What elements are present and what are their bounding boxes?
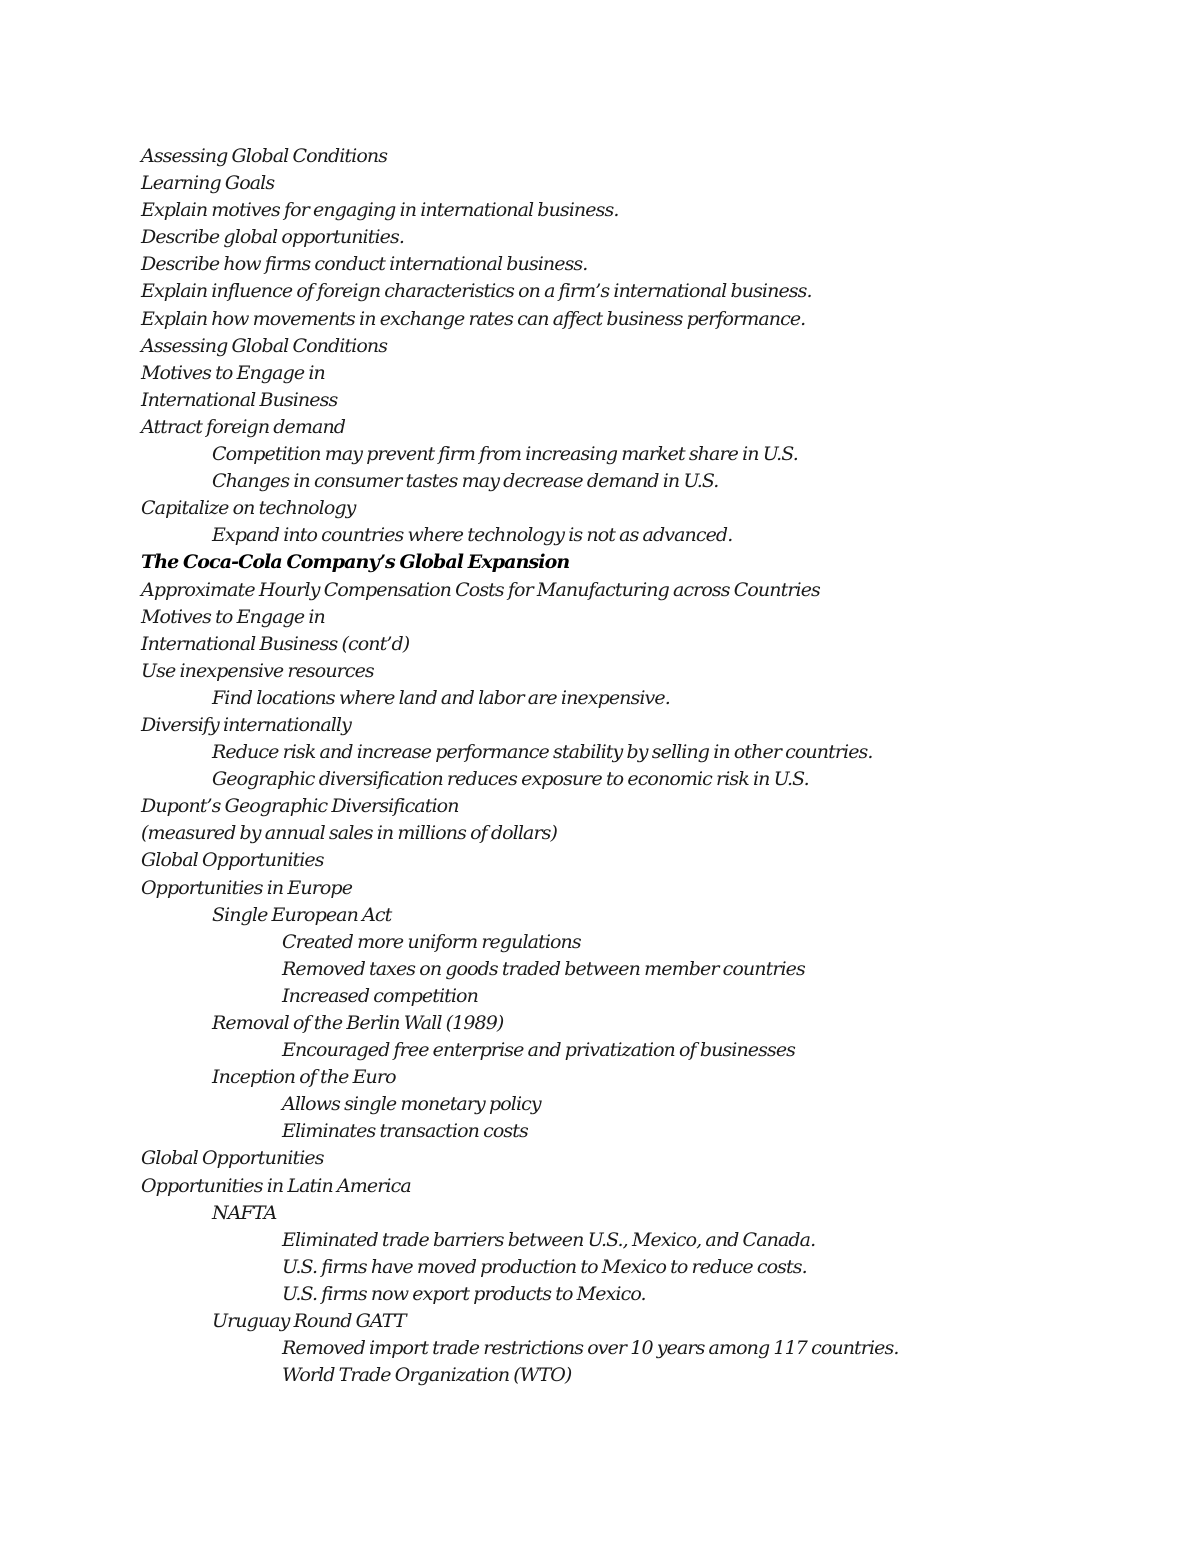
- outline-subline: Created more uniform regulations: [282, 930, 581, 953]
- outline-subline: Competition may prevent firm from increasing market share in U.S.: [212, 443, 798, 466]
- outline-line: Diversify internationally: [141, 713, 351, 736]
- outline-line: Opportunities in Latin America: [141, 1174, 411, 1197]
- outline-line: Capitalize on technology: [141, 497, 356, 520]
- outline-subline: Removal of the Berlin Wall (1989): [212, 1012, 504, 1034]
- outline-line: Global Opportunities: [141, 849, 324, 872]
- outline-line: Describe how firms conduct international business.: [141, 253, 588, 276]
- outline-subline: NAFTA: [212, 1201, 277, 1224]
- outline-line: Assessing Global Conditions: [141, 145, 388, 167]
- outline-line: Explain influence of foreign characteristics on a firm’s international business.: [141, 280, 812, 303]
- outline-line: Describe global opportunities.: [141, 226, 404, 249]
- outline-subline: Removed import trade restrictions over 10 years among 117 countries.: [282, 1337, 899, 1360]
- outline-line: International Business: [141, 388, 338, 411]
- outline-line: Learning Goals: [141, 172, 275, 195]
- heading-line: The Coca-Cola Company’s Global Expansion: [141, 551, 570, 574]
- outline-subline: Eliminates transaction costs: [282, 1120, 528, 1143]
- outline-subline: Increased competition: [282, 984, 478, 1007]
- outline-line: Opportunities in Europe: [141, 876, 353, 899]
- outline-line: (measured by annual sales in millions of dollars): [141, 822, 558, 845]
- outline-line: Explain motives for engaging in international business.: [141, 199, 619, 222]
- outline-subline: World Trade Organization (WTO): [282, 1364, 572, 1387]
- outline-subline: Changes in consumer tastes may decrease demand in U.S.: [212, 470, 719, 493]
- document-body: [141, 143, 1141, 1389]
- outline-line: Attract foreign demand: [141, 415, 346, 438]
- outline-line: Approximate Hourly Compensation Costs for Manufacturing across Countries: [141, 578, 820, 601]
- outline-line: Use inexpensive resources: [141, 659, 374, 682]
- outline-subline: Removed taxes on goods traded between member countries: [282, 957, 805, 980]
- outline-subline: Expand into countries where technology is not as advanced.: [212, 524, 733, 547]
- outline-line: International Business (cont’d): [141, 632, 410, 655]
- outline-subline: Inception of the Euro: [212, 1066, 396, 1089]
- outline-line: Explain how movements in exchange rates can affect business performance.: [141, 307, 806, 330]
- outline-subline: Uruguay Round GATT: [212, 1310, 406, 1333]
- outline-subline: Allows single monetary policy: [282, 1093, 541, 1116]
- outline-subline: U.S. firms now export products to Mexico.: [282, 1282, 646, 1305]
- outline-subline: Geographic diversification reduces exposure to economic risk in U.S.: [212, 768, 809, 791]
- outline-line: Assessing Global Conditions: [141, 334, 388, 357]
- outline-subline: Encouraged free enterprise and privatization of businesses: [282, 1039, 796, 1062]
- outline-subline: Eliminated trade barriers between U.S., Mexico, and Canada.: [282, 1228, 816, 1251]
- outline-subline: U.S. firms have moved production to Mexico to reduce costs.: [282, 1255, 807, 1278]
- outline-subline: Single European Act: [212, 903, 392, 926]
- outline-subline: Find locations where land and labor are inexpensive.: [212, 686, 670, 709]
- outline-line: Global Opportunities: [141, 1147, 324, 1170]
- outline-line: Motives to Engage in: [141, 361, 325, 384]
- outline-line: Motives to Engage in: [141, 605, 325, 628]
- outline-subline: Reduce risk and increase performance stability by selling in other countries.: [212, 741, 873, 764]
- outline-line: Dupont’s Geographic Diversification: [141, 795, 459, 818]
